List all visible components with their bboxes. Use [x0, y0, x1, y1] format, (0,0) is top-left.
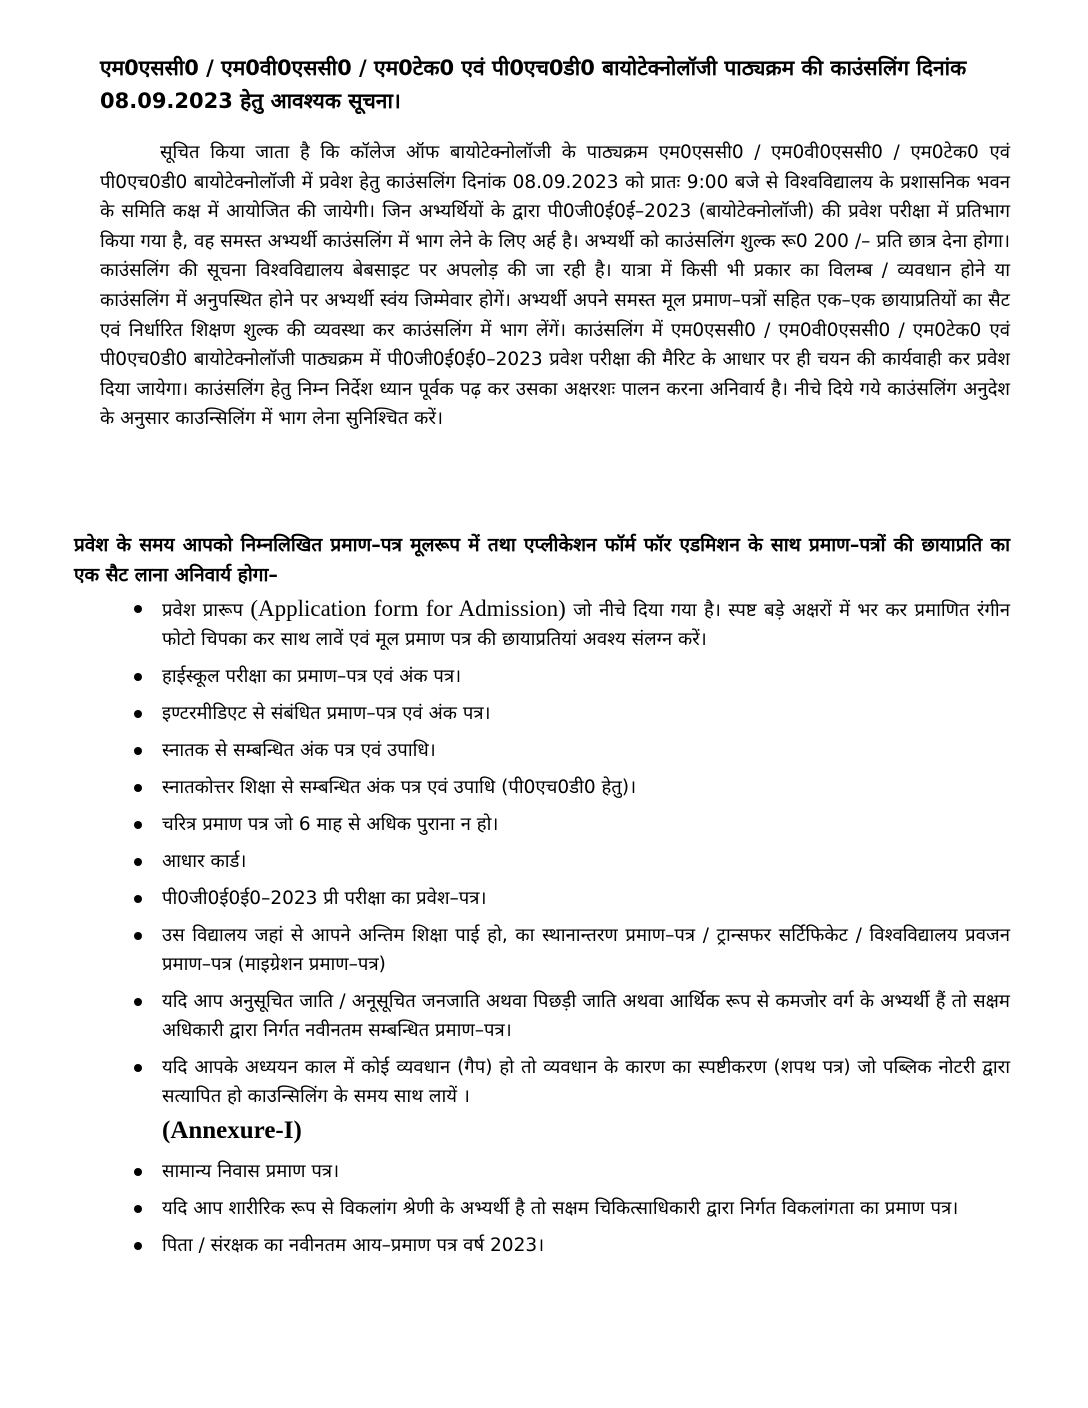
- bullet-icon: [134, 784, 142, 792]
- bullet-icon: [134, 998, 142, 1006]
- doc-item-1-pre: प्रवेश प्रारूप: [162, 600, 243, 621]
- bullet-icon: [134, 1242, 142, 1250]
- doc-item-3: इण्टरमीडिएट से संबंधित प्रमाण–पत्र एवं अंक पत्र।: [162, 703, 491, 724]
- list-item: [124, 1053, 1010, 1149]
- list-item: [124, 773, 1010, 802]
- list-item: [124, 662, 1010, 691]
- doc-item-7: आधार कार्ड।: [162, 851, 247, 872]
- list-item: [124, 921, 1010, 979]
- bullet-icon: [134, 895, 142, 903]
- list-item: [124, 1157, 1010, 1186]
- doc-item-11: यदि आपके अध्ययन काल में कोई व्यवधान (गैप) हो तो व्यवधान के कारण का स्पष्टीकरण (शपथ पत्र) जो पब्लिक नोटरी द्वारा सत्यापित हो काउन्सिलिंग के समय साथ लायें ।: [162, 1057, 1010, 1107]
- doc-item-10: यदि आप अनुसूचित जाति / अनूसूचित जनजाति अथवा पिछड़ी जाति अथवा आर्थिक रूप से कमजोर वर्ग के अभ्यर्थी हैं तो सक्षम अधिकारी द्वारा निर्गत नवीनतम सम्बन्धित प्रमाण–पत्र।: [162, 991, 1010, 1041]
- notice-paragraph: सूचित किया जाता है कि कॉलेज ऑफ बायोटेक्नोलॉजी के पाठ्यक्रम एम0एससी0 / एम0वी0एससी0 / एम0टेक0 एवं पी0एच0डी0 बायोटेक्नोलॉजी में प्रवेश हेतु काउंसलिंग दिनांक 08.09.2023 को प्रातः 9:00 बजे से विश्वविद्यालय के प्रशासनिक भवन के समिति कक्ष में आयोजित की जायेगी। जिन अभ्यर्थियों के द्वारा पी0जी0ई0ई–2023 (बायोटेक्नोलॉजी) की प्रवेश परीक्षा में प्रतिभाग किया गया है, वह समस्त अभ्यर्थी काउंसलिंग में भाग लेने के लिए अर्ह है। अभ्यर्थी को काउंसलिंग शुल्क रू0 200 /– प्रति छात्र देना होगा। काउंसलिंग की सूचना विश्वविद्यालय बेबसाइट पर अपलोड़ की जा रही है। यात्रा में किसी भी प्रकार का विलम्ब / व्यवधान होने या काउंसलिंग में अनुपस्थित होने पर अभ्यर्थी स्वंय जिम्मेवार होगें। अभ्यर्थी अपने समस्त मूल प्रमाण–पत्रों सहित एक–एक छायाप्रतियों का सैट एवं निर्धारित शिक्षण शुल्क की व्यवस्था कर काउंसलिंग में भाग लेंगें। काउंसलिंग में एम0एससी0 / एम0वी0एससी0 / एम0टेक0 एवं पी0एच0डी0 बायोटेक्नोलॉजी पाठ्यक्रम में पी0जी0ई0ई0–2023 प्रवेश परीक्षा की मैरिट के आधार पर ही चयन की कार्यवाही कर प्रवेश दिया जायेगा। काउंसलिंग हेतु निम्न निर्देश ध्यान पूर्वक पढ़ कर उसका अक्षरशः पालन करना अनिवार्य है। नीचे दिये गये काउंसलिंग अनुदेश के अनुसार काउन्सिलिंग में भाग लेना सुनिश्चित करें।: [100, 142, 1010, 430]
- bullet-icon: [134, 710, 142, 718]
- bullet-icon: [134, 858, 142, 866]
- doc-item-14: पिता / संरक्षक का नवीनतम आय–प्रमाण पत्र वर्ष 2023।: [162, 1235, 545, 1256]
- bullet-icon: [134, 605, 142, 613]
- doc-item-5: स्नातकोत्तर शिक्षा से सम्बन्धित अंक पत्र एवं उपाधि (पी0एच0डी0 हेतु)।: [162, 777, 637, 798]
- list-item: [124, 736, 1010, 765]
- list-item: [124, 1194, 1010, 1223]
- bullet-icon: [134, 932, 142, 940]
- doc-item-12: सामान्य निवास प्रमाण पत्र।: [162, 1161, 340, 1182]
- doc-item-13: यदि आप शारीरिक रूप से विकलांग श्रेणी के अभ्यर्थी है तो सक्षम चिकित्साधिकारी द्वारा निर्गत विकलांगता का प्रमाण पत्र।: [162, 1198, 959, 1219]
- bullet-icon: [134, 1064, 142, 1072]
- doc-item-6: चरित्र प्रमाण पत्र जो 6 माह से अधिक पुराना न हो।: [162, 814, 499, 835]
- bullet-icon: [134, 821, 142, 829]
- doc-item-4: स्नातक से सम्बन्धित अंक पत्र एवं उपाधि।: [162, 740, 436, 761]
- doc-item-8: पी0जी0ई0ई0–2023 प्री परीक्षा का प्रवेश–पत्र।: [162, 888, 487, 909]
- annexure-label: (Annexure-I): [162, 1117, 302, 1144]
- bullet-icon: [134, 1205, 142, 1213]
- doc-item-1-post: जो नीचे दिया गया है। स्पष्ट बड़े अक्षरों में भर कर प्रमाणित रंगीन फोटो चिपका कर साथ लावें एवं मूल प्रमाण पत्र की छायाप्रतियां अवश्य संलग्न करें।: [162, 600, 1010, 650]
- doc-item-9: उस विद्यालय जहां से आपने अन्तिम शिक्षा पाई हो, का स्थानान्तरण प्रमाण–पत्र / ट्रान्सफर सर्टिफिकेट / विश्वविद्यालय प्रवजन प्रमाण–पत्र (माइग्रेशन प्रमाण–पत्र): [162, 925, 1010, 975]
- bullet-icon: [134, 747, 142, 755]
- list-item: [124, 699, 1010, 728]
- bullet-icon: [134, 673, 142, 681]
- list-item: [124, 987, 1010, 1045]
- list-item: [124, 810, 1010, 839]
- notice-title: एम0एससी0 / एम0वी0एससी0 / एम0टेक0 एवं पी0एच0डी0 बायोटेक्नोलॉजी पाठ्यक्रम की काउंसलिंग दिनांक 08.09.2023 हेतु आवश्यक सूचना।: [100, 56, 967, 113]
- list-item: [124, 847, 1010, 876]
- doc-item-1-english: (Application form for Admission): [250, 596, 566, 621]
- list-item: [124, 1231, 1010, 1260]
- bullet-icon: [134, 1168, 142, 1176]
- list-item: [124, 884, 1010, 913]
- requirements-heading: प्रवेश के समय आपको निम्नलिखित प्रमाण–पत्र मूलरूप में तथा एप्लीकेशन फॉर्म फॉर एडमिशन के साथ प्रमाण–पत्रों की छायाप्रति का एक सैट लाना अनिवार्य होगा–: [74, 534, 1010, 586]
- list-item: [124, 594, 1010, 654]
- documents-list: [124, 594, 1010, 1268]
- doc-item-2: हाईस्कूल परीक्षा का प्रमाण–पत्र एवं अंक पत्र।: [162, 666, 462, 687]
